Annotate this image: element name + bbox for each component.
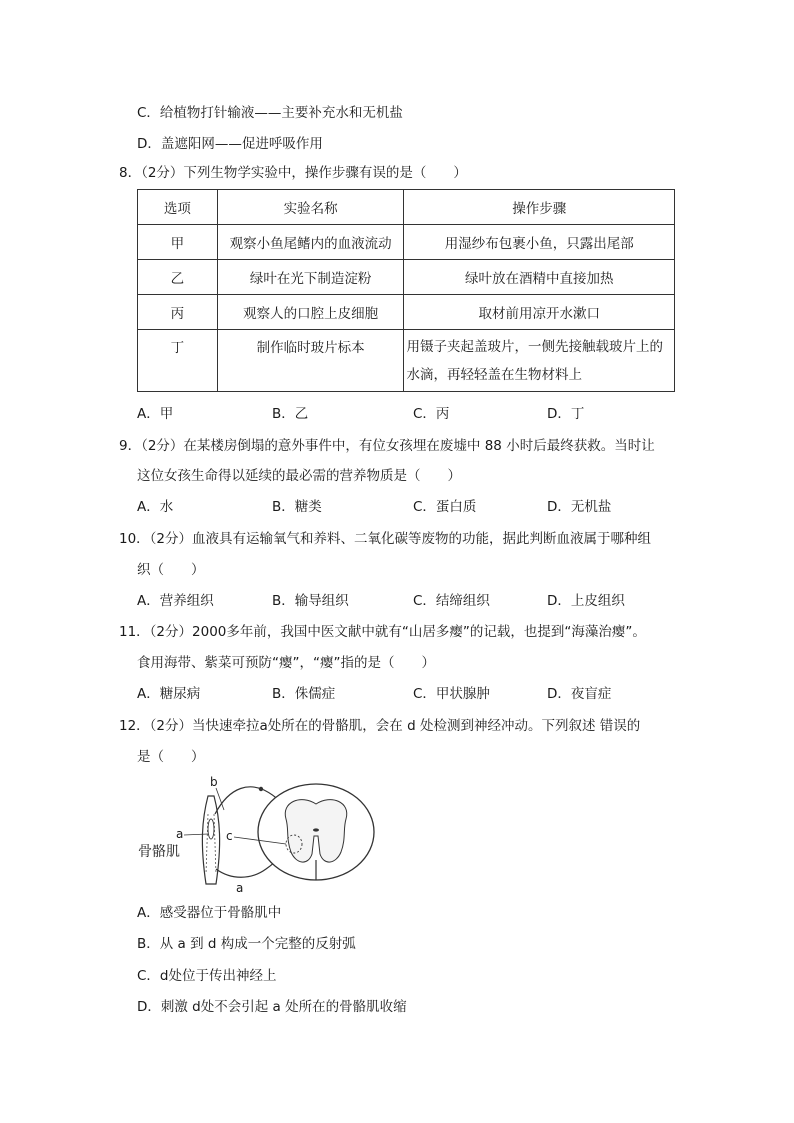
q12-stem-line1: 12．（2分）当快速牵拉a处所在的骨骼肌，会在 d 处检测到神经冲动。下列叙述 错误的 xyxy=(119,718,641,734)
label-b: b xyxy=(210,775,218,789)
row-name: 观察人的口腔上皮细胞 xyxy=(217,295,404,330)
q12-stem-line2: 是（ ） xyxy=(137,749,205,765)
label-a-bottom: a xyxy=(236,881,244,895)
row-step-line1: 用镊子夹起盖玻片，一侧先接触载玻片上的 xyxy=(406,338,663,355)
header-option: 选项 xyxy=(138,190,218,225)
q12-option-c: C．d处位于传出神经上 xyxy=(137,968,277,984)
q11-option-a: A．糖尿病 xyxy=(137,686,201,702)
q8-option-d: D．丁 xyxy=(547,406,585,422)
central-canal xyxy=(313,828,319,831)
q9-option-c: C．蛋白质 xyxy=(413,499,477,515)
q12-option-b: B．从 a 到 d 构成一个完整的反射弧 xyxy=(137,936,356,952)
row-step-line2: 水滴，再轻轻盖在生物材料上 xyxy=(406,366,582,383)
row-name: 观察小鱼尾鳍内的血液流动 xyxy=(217,225,404,260)
label-c: c xyxy=(226,829,233,843)
q10-option-a: A．营养组织 xyxy=(137,593,214,609)
q10-option-c: C．结缔组织 xyxy=(413,593,490,609)
q10-stem-line2: 织（ ） xyxy=(137,562,205,578)
q8-stem: 8．（2分）下列生物学实验中，操作步骤有误的是（ ） xyxy=(119,165,467,181)
q11-option-c: C．甲状腺肿 xyxy=(413,686,490,702)
experiment-table xyxy=(137,189,675,392)
muscle-label: 骨骼肌 xyxy=(138,844,180,860)
q9-stem-line2: 这位女孩生命得以延续的最必需的营养物质是（ ） xyxy=(137,468,461,484)
row-step: 用湿纱布包裹小鱼，只露出尾部 xyxy=(404,225,675,260)
q10-option-d: D．上皮组织 xyxy=(547,593,625,609)
q8-option-b: B．乙 xyxy=(272,406,309,422)
q9-option-d: D．无机盐 xyxy=(547,499,612,515)
q11-option-d: D．夜盲症 xyxy=(547,686,612,702)
q7-option-c: C．给植物打针输液——主要补充水和无机盐 xyxy=(137,105,403,121)
row-name: 制作临时玻片标本 xyxy=(217,330,404,392)
row-step: 取材前用凉开水漱口 xyxy=(404,295,675,330)
q11-stem-line1: 11．（2分）2000多年前，我国中医文献中就有“山居多瘿”的记载，也提到“海藻治瘿”。 xyxy=(119,624,646,640)
q8-option-c: C．丙 xyxy=(413,406,450,422)
header-step: 操作步骤 xyxy=(404,190,675,225)
row-step xyxy=(404,330,675,392)
row-option: 乙 xyxy=(138,260,218,295)
reflex-arc-figure xyxy=(136,774,386,896)
q9-stem-line1: 9．（2分）在某楼房倒塌的意外事件中，有位女孩埋在废墟中 88 小时后最终获救。当时让 xyxy=(119,438,655,454)
q12-option-d: D．刺激 d处不会引起 a 处所在的骨骼肌收缩 xyxy=(137,999,407,1015)
row-step: 绿叶放在酒精中直接加热 xyxy=(404,260,675,295)
q10-stem-line1: 10．（2分）血液具有运输氧气和养料、二氧化碳等废物的功能，据此判断血液属于哪种组 xyxy=(119,531,652,547)
q7-option-d: D．盖遮阳网——促进呼吸作用 xyxy=(137,136,323,152)
q11-stem-line2: 食用海带、紫菜可预防“瘿”，“瘿”指的是（ ） xyxy=(137,655,435,671)
header-name: 实验名称 xyxy=(217,190,404,225)
muscle-shape xyxy=(202,796,219,884)
row-option: 丙 xyxy=(138,295,218,330)
row-option: 丁 xyxy=(138,330,218,392)
q10-option-b: B．输导组织 xyxy=(272,593,349,609)
q9-option-b: B．糖类 xyxy=(272,499,322,515)
q11-option-b: B．侏儒症 xyxy=(272,686,336,702)
label-a-top: a xyxy=(176,827,184,841)
row-option: 甲 xyxy=(138,225,218,260)
row-name: 绿叶在光下制造淀粉 xyxy=(217,260,404,295)
ganglion-dot xyxy=(259,787,263,791)
q8-option-a: A．甲 xyxy=(137,406,174,422)
q12-option-a: A．感受器位于骨骼肌中 xyxy=(137,905,282,921)
q9-option-a: A．水 xyxy=(137,499,174,515)
